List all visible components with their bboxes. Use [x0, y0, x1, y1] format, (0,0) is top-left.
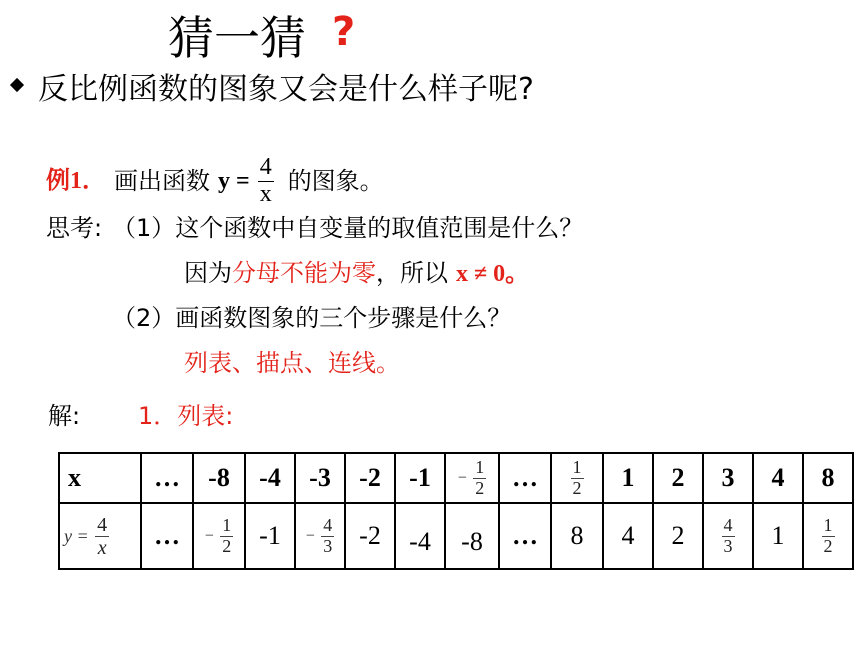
cell-fraction — [822, 516, 835, 557]
fraction-denominator: x — [259, 180, 272, 207]
fraction-numerator: 1 — [572, 456, 582, 477]
fraction-denominator: 3 — [723, 535, 733, 556]
example-label: 例1． — [46, 168, 106, 194]
question-mark-icon: ? — [332, 9, 356, 55]
table-cell: … — [141, 453, 193, 503]
table-row-x — [59, 453, 853, 503]
table-cell: … — [499, 503, 551, 569]
minus-sign: − — [457, 469, 467, 486]
table-cell: -2 — [345, 453, 395, 503]
x-header-cell: x — [59, 453, 141, 503]
example-text-before: 画出函数 — [114, 167, 210, 195]
y-header-lhs: y = — [64, 525, 89, 546]
minus-sign: − — [305, 527, 315, 544]
fraction-denominator: x — [97, 536, 107, 559]
fraction-numerator: 4 — [323, 514, 333, 535]
table-cell: 2 — [653, 453, 703, 503]
table-cell: 1 — [603, 453, 653, 503]
table-cell-fraction — [445, 453, 499, 503]
y-header-cell — [59, 503, 141, 569]
table-cell: 4 — [753, 453, 803, 503]
fraction-denominator: 2 — [475, 477, 485, 498]
think-label: 思考: — [46, 214, 103, 242]
function-fraction — [258, 155, 274, 206]
table-cell: -3 — [295, 453, 345, 503]
think-a1 — [184, 257, 529, 290]
a1-condition: x ≠ 0。 — [456, 261, 530, 287]
table-row-y — [59, 503, 853, 569]
table-cell-fraction — [551, 453, 603, 503]
fraction-denominator: 2 — [572, 477, 582, 498]
cell-fraction — [722, 516, 735, 557]
cell-fraction — [571, 458, 584, 499]
think-q1: （1）这个函数中自变量的取值范围是什么？ — [112, 214, 584, 242]
fraction-numerator: 4 — [723, 514, 733, 535]
cell-fraction — [220, 516, 233, 557]
table-cell-fraction — [803, 503, 853, 569]
solution-step: 1．列表: — [138, 402, 234, 430]
minus-sign: − — [204, 527, 214, 544]
fraction-denominator: 2 — [222, 535, 232, 556]
a1-mid: ，所以 — [376, 259, 448, 287]
fraction-numerator: 1 — [823, 514, 833, 535]
table-cell: -1 — [245, 503, 295, 569]
example-line — [46, 156, 384, 206]
table-cell: -4 — [245, 453, 295, 503]
table-cell: 1 — [753, 503, 803, 569]
fraction-numerator: 4 — [259, 154, 272, 181]
table-cell-fraction — [703, 503, 753, 569]
function-lhs: y = — [218, 168, 250, 194]
table-cell: … — [141, 503, 193, 569]
cell-fraction — [321, 516, 334, 557]
table-cell: 8 — [551, 503, 603, 569]
intro-question: 反比例函数的图象又会是什么样子呢? — [38, 72, 534, 107]
table-cell: -8 — [193, 453, 245, 503]
fraction-numerator: 4 — [97, 513, 108, 536]
solution-label: 解: — [48, 402, 81, 430]
example-text-after: 的图象。 — [287, 167, 384, 195]
fraction-denominator: 2 — [823, 535, 833, 556]
table-cell: -2 — [345, 503, 395, 569]
table-cell: 8 — [803, 453, 853, 503]
think-a2: 列表、描点、连线。 — [184, 349, 400, 377]
diamond-bullet-icon — [10, 78, 24, 92]
table-cell: -1 — [395, 453, 445, 503]
fraction-denominator: 3 — [323, 535, 333, 556]
table-cell-fraction — [295, 503, 345, 569]
cell-fraction — [473, 458, 486, 499]
a1-prefix: 因为 — [184, 259, 232, 287]
table-cell: 2 — [653, 503, 703, 569]
table-cell: … — [499, 453, 551, 503]
cell-fraction — [95, 514, 109, 559]
table-cell-fraction — [193, 503, 245, 569]
think-q2: （2）画函数图象的三个步骤是什么？ — [112, 304, 512, 332]
page-title: 猜一猜 — [168, 11, 306, 65]
table-cell: 4 — [603, 503, 653, 569]
value-table — [58, 452, 854, 570]
fraction-numerator: 1 — [222, 514, 232, 535]
table-cell: 3 — [703, 453, 753, 503]
table-cell: -8 — [445, 503, 499, 569]
fraction-numerator: 1 — [475, 456, 485, 477]
a1-red-text: 分母不能为零 — [232, 259, 376, 287]
table-cell: -4 — [395, 503, 445, 569]
